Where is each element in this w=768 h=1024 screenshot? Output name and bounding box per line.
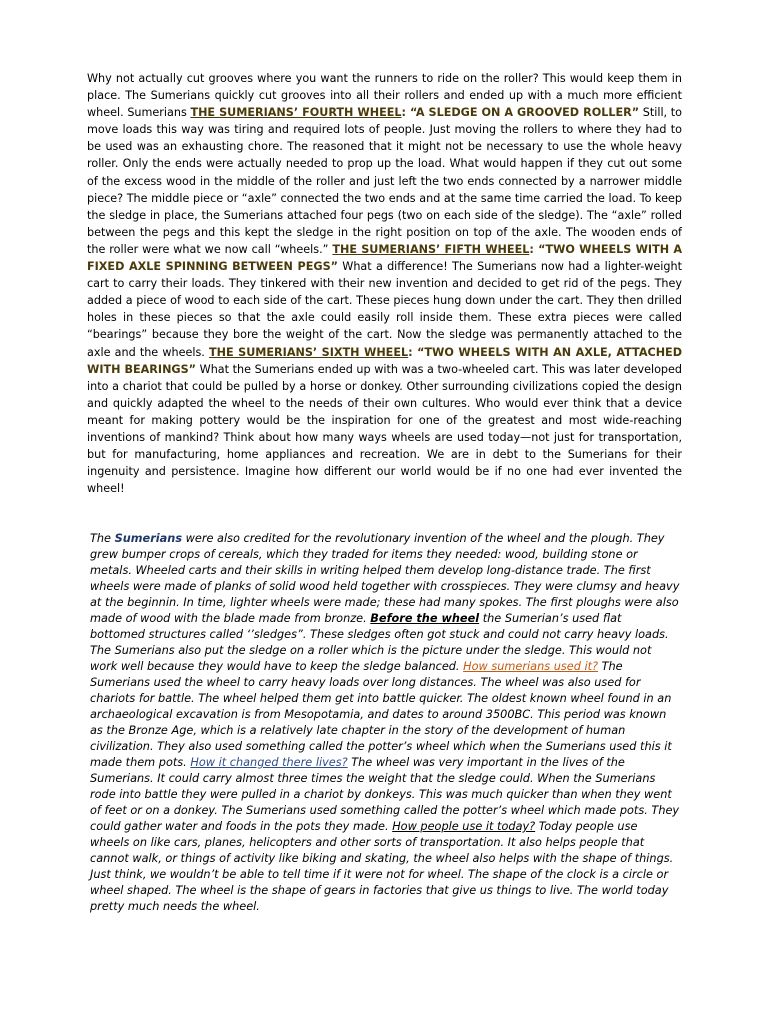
text-run: Today people use wheels on like cars, planes, helicopters and other sorts of transportation. It also helps people that cannot walk, or things of activity like biking and skating, the wheel also helps with the shape of things. Just think, we wouldn’t be able to tell time if it were not for wheel. The shape of the clock is a circle or wheel shaped. The wheel is the shape of gears in factories that give us things to live. The world today pretty much needs the wheel. (90, 820, 674, 913)
heading-fourth-wheel-subtitle: : “A SLEDGE ON A GROOVED ROLLER” (401, 106, 640, 120)
heading-sixth-wheel: THE SUMERIANS’ SIXTH WHEEL (209, 345, 409, 359)
sumerians-term: Sumerians (114, 532, 183, 545)
text-run: The wheel was very important in the lives of the Sumerians. It could carry almost three times the weight that the sledge could. When the Sumerians rode into battle they were pulled in a chariot by donkeys. This was much quicker than when they went of feet or on a donkey. The Sumerians used something called the potter’s wheel which made pots. They could gather water and foods in the pots they made. (90, 756, 680, 833)
heading-fifth-wheel-subtitle: : “TWO WHEELS WITH A FIXED AXLE SPINNING BETWEEN PEGS” (87, 242, 682, 274)
heading-fourth-wheel: THE SUMERIANS’ FOURTH WHEEL (190, 106, 402, 120)
how-sumerians-used-it-link[interactable]: How sumerians used it? (463, 660, 599, 673)
how-people-use-it-today-link[interactable]: How people use it today? (392, 820, 536, 833)
text-run: were also credited for the revolutionary invention of the wheel and the plough. They grew bumper crops of cereals, which they traded for items they needed: wood, building stone or metals. Wheeled carts and their skills in writing helped them develop long-distance trade. The first wheels were made of planks of solid wood held together with crosspieces. They were clumsy and heavy at the beginnin. In time, lighter wheels were made; these had many spokes. The first ploughs were also made of wood with the blade made from bronze. (90, 532, 680, 625)
before-the-wheel-heading: Before the wheel (370, 612, 480, 625)
text-run: Still, to move loads this way was tiring and required lots of people. Just moving the rollers to where they had to be used was an exhausting chore. The reasoned that it might not be necessary to use the whole heavy roller. Only the ends were actually needed to prop up the load. What would happen if they cut out some of the excess wood in the middle of the roller and just left the two ends connected by a narrower middle piece? The middle piece or “axle” connected the two ends and at the same time carried the load. To keep the sledge in place, the Sumerians attached four pegs (two on each side of the sledge). The “axle” rolled between the pegs and this kept the sledge in the right position on top of the axle. The wooden ends of the roller were what we now call “wheels.” (87, 106, 682, 256)
text-run: What the Sumerians ended up with was a two-wheeled cart. This was later developed into a chariot that could be pulled by a horse or donkey. Other surrounding civilizations copied the design and quickly adapted the wheel to the needs of their own cultures. Who would ever think that a device meant for making pottery would be the inspiration for one of the greatest and most wide-reaching inventions of mankind? Think about how many ways wheels are used today—not just for transportation, but for manufacturing, home appliances and recreation. We are in debt to the Sumerians for their ingenuity and persistence. Imagine how different our world would be if no one had ever invented the wheel! (87, 362, 682, 496)
text-run: the Sumerian’s used flat bottomed structures called ‘’sledges”. These sledges often got stuck and could not carry heavy loads. The Sumerians also put the sledge on a roller which is the picture under the sledge. This would not work well because they would have to keep the sledge balanced. (90, 612, 669, 673)
text-run: The Sumerians used the wheel to carry heavy loads over long distances. The wheel was also used for chariots for battle. The wheel helped them get into battle quicker. The oldest known wheel found in an archaeological excavation is from Mesopotamia, and dates to around 3500BC. This period was known as the Bronze Age, which is a relatively late chapter in the story of the development of human civilization. They also used something called the potter’s wheel which when the Sumerians used this it made them pots. (90, 660, 672, 769)
text-run: What a difference! The Sumerians now had a lighter-weight cart to carry their loads. They tinkered with their new invention and decided to get rid of the pegs. They added a piece of wood to each side of the cart. These pieces hung down under the cart. They then drilled holes in these pieces so that the axle could easily roll inside them. These extra pieces were called “bearings” because they bore the weight of the cart. Now the sledge was permanently attached to the axle and the wheels. (87, 260, 682, 359)
text-run: Why not actually cut grooves where you want the runners to ride on the roller? This would keep them in place. The Sumerians quickly cut grooves into all their rollers and ended up with a much more efficient wheel. Sumerians (87, 72, 682, 120)
paragraph-wheel-evolution (87, 70, 682, 497)
paragraph-sumerians-wheel (90, 531, 680, 915)
heading-fifth-wheel: THE SUMERIANS’ FIFTH WHEEL (332, 242, 530, 256)
heading-sixth-wheel-subtitle: : “TWO WHEELS WITH AN AXLE, ATTACHED WITH BEARINGS” (87, 345, 682, 376)
text-run: The (90, 532, 115, 545)
how-it-changed-lives-link[interactable]: How it changed there lives? (190, 756, 348, 769)
